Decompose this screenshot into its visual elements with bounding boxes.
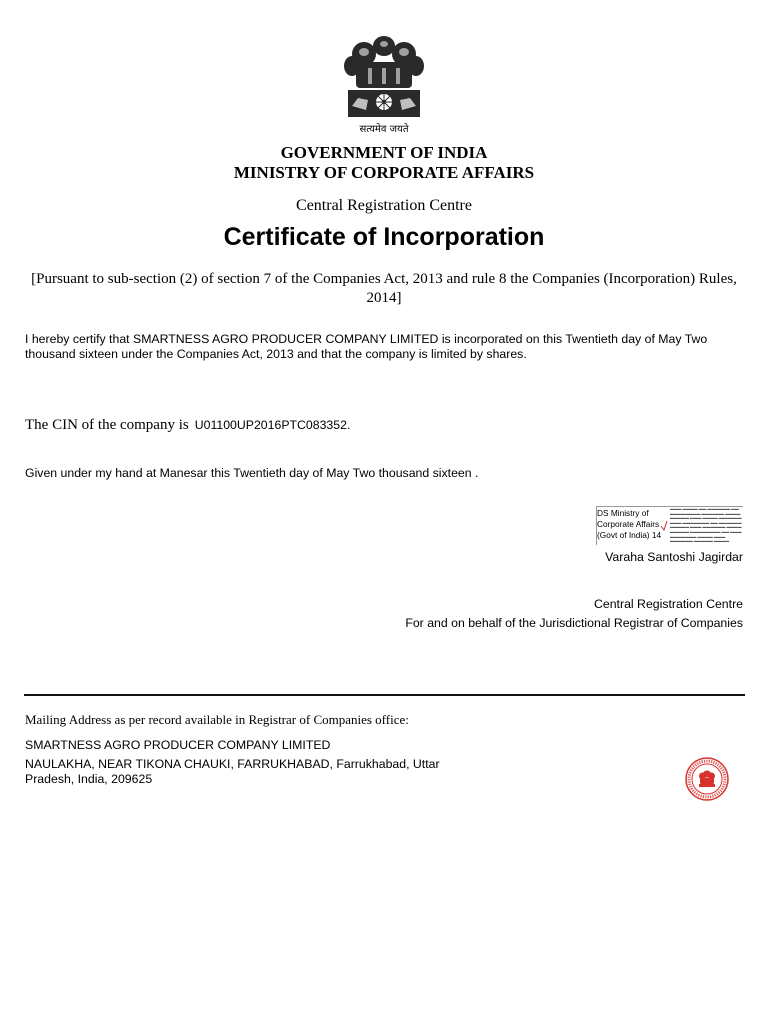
cin-label: The CIN of the company is [25,417,189,433]
mailing-address: NAULAKHA, NEAR TIKONA CHAUKI, FARRUKHABAD, Farrukhabad, Uttar Pradesh, India, 209625 [25,757,440,786]
given-statement: Given under my hand at Manesar this Twentieth day of May Two thousand sixteen . [25,466,479,480]
signer-name: Varaha Santoshi Jagirdar [605,550,743,564]
behalf-statement: For and on behalf of the Jurisdictional Registrar of Companies [405,616,743,630]
cin-value: U01100UP2016PTC083352. [194,418,351,432]
signature-details: ▬▬▬ ▬▬▬▬ ▬▬ ▬▬▬▬▬▬ ▬▬ ▬▬▬▬▬▬▬▬ ▬▬▬▬▬▬ ▬▬▬▬ ▬▬▬▬▬ ▬▬▬ ▬▬▬▬ ▬▬▬▬▬▬ ▬▬▬ ▬▬▬▬▬▬▬ ▬▬ ▬▬▬▬▬▬ ▬▬▬▬▬ ▬▬▬ ▬▬▬▬▬▬ ▬▬▬▬ ▬▬▬▬▬ ▬▬▬▬▬▬▬▬ ▬▬ ▬▬▬ ▬▬▬▬▬▬▬ ▬▬▬▬ ▬▬▬ ▬▬▬▬▬▬ ▬▬▬▬▬ ▬▬▬▬ [670,507,742,543]
emblem-motto: सत्यमेव जयते [359,124,409,135]
signature-centre: Central Registration Centre [594,597,743,611]
government-title: GOVERNMENT OF INDIA [280,143,488,162]
mailing-company-name: SMARTNESS AGRO PRODUCER COMPANY LIMITED [25,738,331,752]
ministry-seal-icon [685,757,729,801]
certification-statement: I hereby certify that SMARTNESS AGRO PRODUCER COMPANY LIMITED is incorporated on this Twentieth day of May Two thousand sixteen under the Companies Act, 2013 and that the company is limited by shares. [25,332,708,361]
digital-signature [596,506,742,544]
divider [24,694,745,696]
mailing-address-label: Mailing Address as per record available in Registrar of Companies office: [25,712,409,727]
pursuant-statement: [Pursuant to sub-section (2) of section 7 of the Companies Act, 2013 and rule 8 the Companies (Incorporation) Rules, 2014] [31,271,737,306]
signature-check-icon [660,512,668,540]
registration-centre-heading: Central Registration Centre [296,197,472,214]
cin-row [25,415,350,435]
ministry-title: MINISTRY OF CORPORATE AFFAIRS [233,163,535,182]
digital-signature-name: DS Ministry of Corporate Affairs (Govt of India) 14 [597,508,662,540]
certificate-title: Certificate of Incorporation [223,223,545,251]
